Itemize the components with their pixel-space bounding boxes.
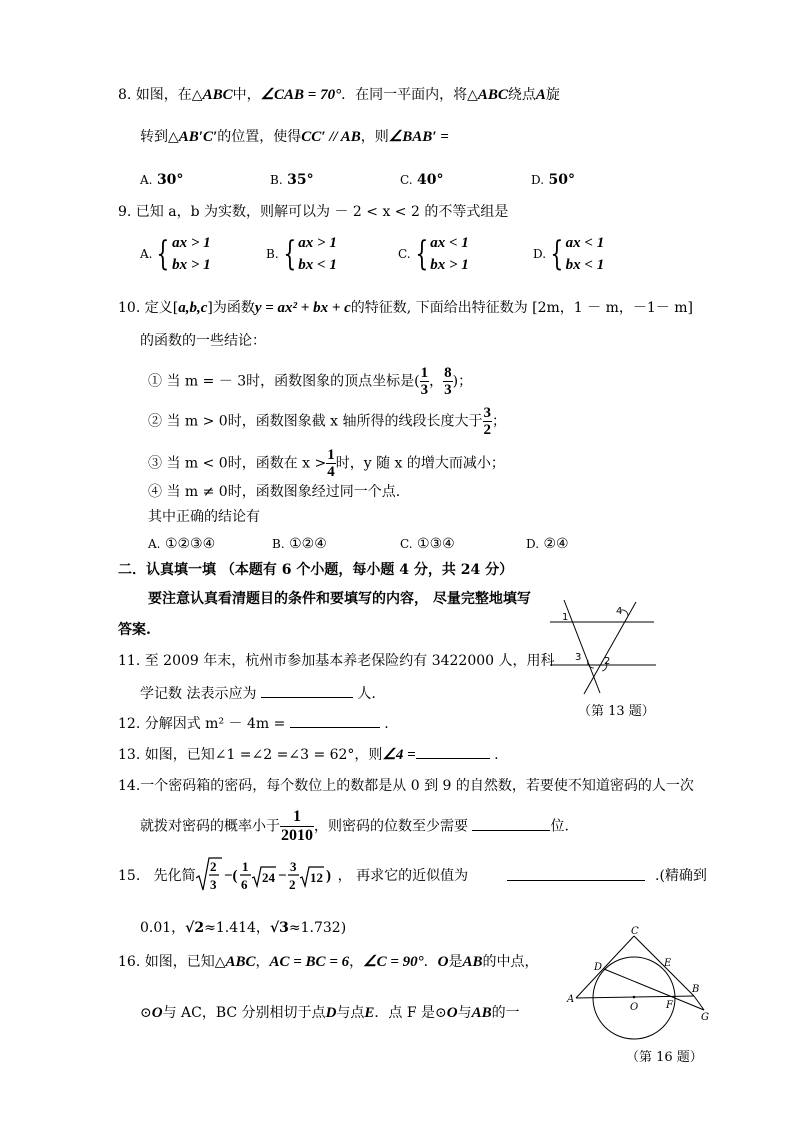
fig13-label-2: 2: [604, 656, 611, 667]
fig16-label-c: C: [631, 926, 639, 937]
svg-text:2: 2: [288, 877, 296, 892]
q10-option-d: D. ②④: [526, 536, 569, 552]
q15-expression: [196, 856, 338, 896]
svg-text:12: 12: [309, 870, 323, 885]
q9-option-d: D. { ax < 1 bx < 1: [533, 234, 605, 274]
q16-line2: ⊙O与 AC，BC 分别相切于点D与点E．点 F 是⊙O与AB的一: [140, 1005, 520, 1021]
svg-text:2: 2: [209, 859, 217, 874]
section2-title: 二．认真填一填 （本题有 6 个小题，每小题 4 分，共 24 分）: [118, 562, 514, 578]
q11-line2: 学记数 法表示应为 人.: [140, 683, 376, 704]
q15-line1: 15. 先化简 2 3 −( 1 6 24 − 3 2 12 ) ， 再求它的近似值为: [118, 856, 468, 896]
q8-line1: 8. 如图，在△ABC中，∠CAB = 70°．在同一平面内，将△ABC绕点A旋: [118, 87, 560, 103]
q10-option-a: A. ①②③④: [148, 536, 216, 552]
q13: 13. 如图，已知∠1 =∠2 =∠3 = 62°，则∠4 = .: [118, 744, 499, 765]
q10-option-c: C. ①③④: [400, 536, 455, 552]
svg-text:3: 3: [209, 877, 217, 892]
q10-conclusion-4: ④ 当 m ≠ 0时，函数图象经过同一个点.: [148, 484, 401, 500]
fig13-label-1: 1: [562, 612, 569, 623]
q11-line1: 11. 至 2009 年末，杭州市参加基本养老保险约有 3422000 人，用科: [118, 653, 555, 669]
svg-text:3: 3: [289, 859, 297, 874]
q10-option-b: B. ①②④: [272, 536, 327, 552]
fig16-point-o: [633, 996, 636, 999]
q10-conclusion-3: ③ 当 m < 0时，函数在 x > $\frac{1}{4}$ 时，y 随 x 的增大而减小；: [148, 447, 505, 480]
fig13-label-3: 3: [575, 652, 582, 663]
q15-line2: 0.01，√2≈1.414，√3≈1.732): [140, 920, 347, 936]
section2-note-cont: 答案.: [118, 622, 151, 638]
figure-13-caption: （第 13 题）: [578, 704, 655, 719]
svg-text:−: −: [277, 868, 287, 884]
fig13-transversal-1: [564, 600, 600, 693]
q12-answer-blank[interactable]: [290, 713, 380, 728]
fig16-label-a: A: [567, 994, 575, 1005]
svg-text:24: 24: [261, 870, 275, 885]
q8-option-a: A. 30°: [140, 172, 184, 188]
q15-answer-blank-wrap: [507, 866, 645, 887]
svg-text:): ): [325, 868, 331, 884]
fig16-label-b: B: [692, 984, 700, 995]
q12: 12. 分解因式 m² － 4m = .: [118, 713, 389, 734]
q11-answer-blank[interactable]: [261, 683, 353, 698]
figure-16: [562, 924, 712, 1050]
q15-precision: .(精确到: [655, 868, 707, 884]
svg-text:6: 6: [240, 877, 248, 892]
q9-option-c: C. { ax < 1 bx > 1: [398, 234, 469, 274]
figure-13: [548, 598, 660, 698]
fig16-side-ac: [576, 936, 634, 998]
fig16-label-d: D: [594, 962, 603, 973]
fig13-label-4: 4: [616, 606, 623, 617]
svg-text:−(: −(: [223, 868, 238, 884]
svg-text:1: 1: [241, 859, 249, 874]
fig16-label-e: E: [664, 958, 672, 969]
q8-line2: 转到△AB′C′的位置，使得CC′ // AB，则∠BAB′ =: [140, 129, 449, 145]
q9-stem: 9. 已知 a，b 为实数，则解可以为 － 2 < x < 2 的不等式组是: [118, 204, 509, 220]
q16-line1: 16. 如图，已知△ABC，AC = BC = 6，∠C = 90°．O是AB的中点，: [118, 954, 539, 970]
fig16-label-o: O: [630, 1002, 639, 1013]
q10-conclusion-2: ② 当 m > 0时，函数图象截 x 轴所得的线段长度大于 $\frac{3}{2}$ ；: [148, 405, 507, 438]
q8-option-b: B. 35°: [270, 172, 314, 188]
figure-16-caption: （第 16 题）: [626, 1050, 703, 1065]
q10-conclusion-prompt: 其中正确的结论有: [148, 509, 260, 525]
q14-line1: 14.一个密码箱的密码，每个数位上的数都是从 0 到 9 的自然数，若要使不知道密码的人一次: [118, 778, 694, 794]
q9-option-b: B. { ax > 1 bx < 1: [266, 234, 337, 274]
q10-line2: 的函数的一些结论：: [140, 333, 266, 349]
q10-line1: 10. 定义[a,b,c]为函数y = ax² + bx + c的特征数, 下面给出特征数为 [2m，1 － m，－1－ m]: [118, 300, 693, 316]
q10-conclusion-1: ① 当 m = － 3时，函数图象的顶点坐标是( $\frac{1}{3}$ ， $\frac{8}{3}$ )；: [148, 365, 473, 398]
q13-answer-blank[interactable]: [416, 744, 490, 759]
q8-option-d: D. 50°: [531, 172, 575, 188]
q14-line2: 就拨对密码的概率小于 $\frac{1}{2010}$ ，则密码的位数至少需要 位.: [140, 808, 569, 844]
q14-answer-blank[interactable]: [472, 816, 550, 831]
q8-option-c: C. 40°: [400, 172, 444, 188]
fig16-line-dg: [604, 969, 704, 1010]
q9-option-a: A. { ax > 1 bx > 1: [140, 234, 211, 274]
q15-answer-blank[interactable]: [507, 866, 645, 881]
fig16-label-f: F: [666, 1000, 673, 1011]
fig16-label-g: G: [701, 1012, 709, 1023]
section2-note: 要注意认真看清题目的条件和要填写的内容， 尽量完整地填写: [148, 591, 531, 607]
